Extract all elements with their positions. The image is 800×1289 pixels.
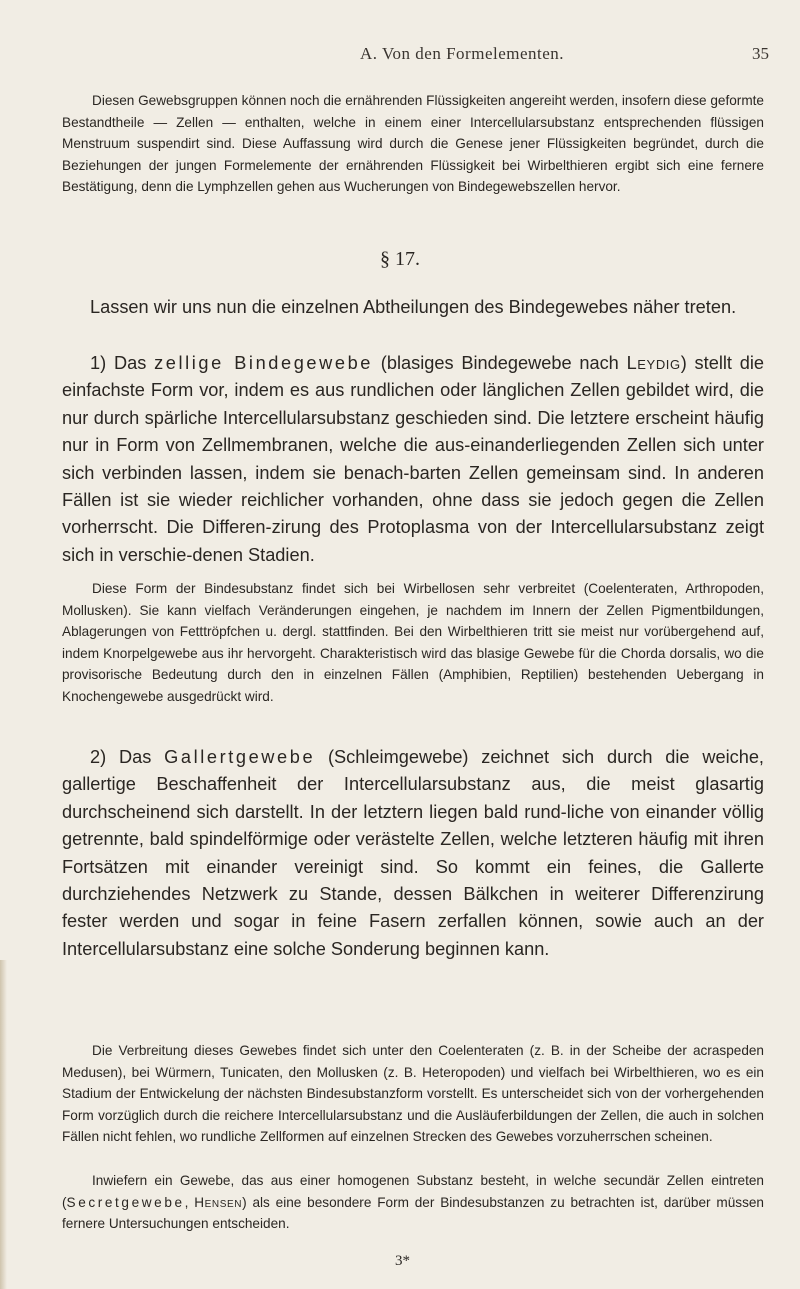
text-segment: Inwiefern ein Gewebe, das aus einer homogenen Substanz besteht, in welche secundär Zellen eintreten ( — [62, 1173, 764, 1210]
term-zelliges-bindegewebe: zellige Bindegewebe — [154, 353, 374, 373]
page-number: 35 — [752, 44, 769, 63]
text-segment: ) als eine besondere Form der Bindesubstanzen zu betrachten ist, darüber müssen fernere Untersuchungen entscheiden. — [62, 1194, 764, 1232]
paragraph-verbreitung: Die Verbreitung dieses Gewebes findet sich unter den Coelenteraten (z. B. in der Scheibe der acraspeden Medusen), bei Würmern, Tunicaten, den Mollusken (z. B. Heteropoden) und vielfach bei Wirbelthieren, wo es ein Stadium der Entwickelung der nächsten Bindesubstanzform vorstellt. Es unterscheidet sich von der vorhergehenden Form vorzüglich durch die reichere Intercellularsubstanz und die Ausläuferbildungen der Zellen, die auch in solchen Fällen nicht fehlen, wo rundliche Zellformen auf einzelnen Strecken des Gewebes vorzuherrschen scheinen. — [62, 1043, 764, 1145]
page-edge-shadow — [0, 960, 7, 1289]
paragraph-blasiges-gewebe-note: Diese Form der Bindesubstanz findet sich bei Wirbellosen sehr verbreitet (Coelenteraten, Arthropoden, Mollusken). Sie kann vielfach Veränderungen eingehen, je nachdem im Innern der Zellen Pigmentbildungen, Ablagerungen von Fetttröpfchen u. dergl. stattfinden. Bei den Wirbelthieren tritt sie meist nur vorübergehend auf, indem Knorpelgewebe aus ihr hervorgeht. Charakteristisch wird das blasige Gewebe für die Chorda dorsalis, wo die provisorische Bedeutung durch den in einzelnen Fällen (Amphibien, Reptilien) bestehenden Uebergang in Knochengewebe ausgedrückt wird. — [62, 581, 764, 704]
text-segment: (Schleimgewebe) zeichnet sich durch die weiche, gallertige Beschaffenheit der Intercellularsubstanz aus, die meist glasartig durchscheinend sich darstellt. In der letztern liegen bald rund-liche von einander völlig getrennte, bald spindelförmige oder verästelte Zellen, welche letzteren häufig mit ihren Fortsätzen mit einander vereinigt sind. So kommt ein feines, die Gallerte durchziehendes Netzwerk zu Stande, dessen Bälkchen in weiterer Differenzirung fester werden und sogar in feine Fasern zerfallen können, sowie auch an der Intercellularsubstanz eine solche Sonderung beginnen kann. — [62, 747, 764, 959]
list-number: 1) Das — [90, 353, 155, 373]
text-segment: (blasiges Bindegewebe nach — [373, 353, 627, 373]
paragraph-zelliges-bindegewebe — [62, 350, 764, 569]
term-secretgewebe: Secretgewebe — [66, 1194, 185, 1210]
term-gallertgewebe: Gallertgewebe — [164, 747, 316, 767]
paragraph-gallertgewebe — [62, 744, 764, 963]
paragraph-intro: Lassen wir uns nun die einzelnen Abtheilungen des Bindegewebes näher treten. — [90, 297, 737, 317]
text-segment: , — [184, 1194, 195, 1210]
section-heading: § 17. — [380, 248, 420, 270]
paragraph-fluids: Diesen Gewebsgruppen können noch die ernährenden Flüssigkeiten angereiht werden, insofern diese geformte Bestandtheile — Zellen — enthalten, welche in einem einer Intercellularsubstanz entsprechenden flüssigen Menstruum suspendirt sind. Diese Auffassung wird durch die Genese jener Flüssigkeiten begründet, durch die Beziehungen der jungen Formelemente der ernährenden Flüssigkeit bei Wirbelthieren ergibt sich eine fernere Bestätigung, denn die Lymphzellen gehen aus Wucherungen von Bindegewebszellen hervor. — [62, 93, 764, 195]
list-number: 2) Das — [90, 747, 165, 767]
author-hensen: Hensen — [194, 1194, 243, 1210]
paragraph-secretgewebe — [62, 1170, 764, 1235]
author-leydig: Leydig — [626, 353, 681, 373]
running-header: A. Von den Formelementen. — [360, 44, 565, 63]
text-segment: ) stellt die einfachste Form vor, indem es aus rundlichen oder länglichen Zellen gebildet wird, die nur durch spärliche Intercellularsubstanz geschieden sind. Die letztere erscheint häufig nur in Form von Zellmembranen, welche die aus-einanderliegenden Zellen sich unter sich verbinden lassen, indem sie benach-barten Zellen gemeinsam sind. In anderen Fällen ist sie wieder reichlicher vorhanden, ohne dass sie jedoch gegen die Zellen vorherrscht. Die Differen-zirung des Protoplasma von der Intercellularsubstanz zeigt sich in verschie-denen Stadien. — [62, 353, 764, 565]
signature-mark: 3* — [395, 1253, 410, 1269]
